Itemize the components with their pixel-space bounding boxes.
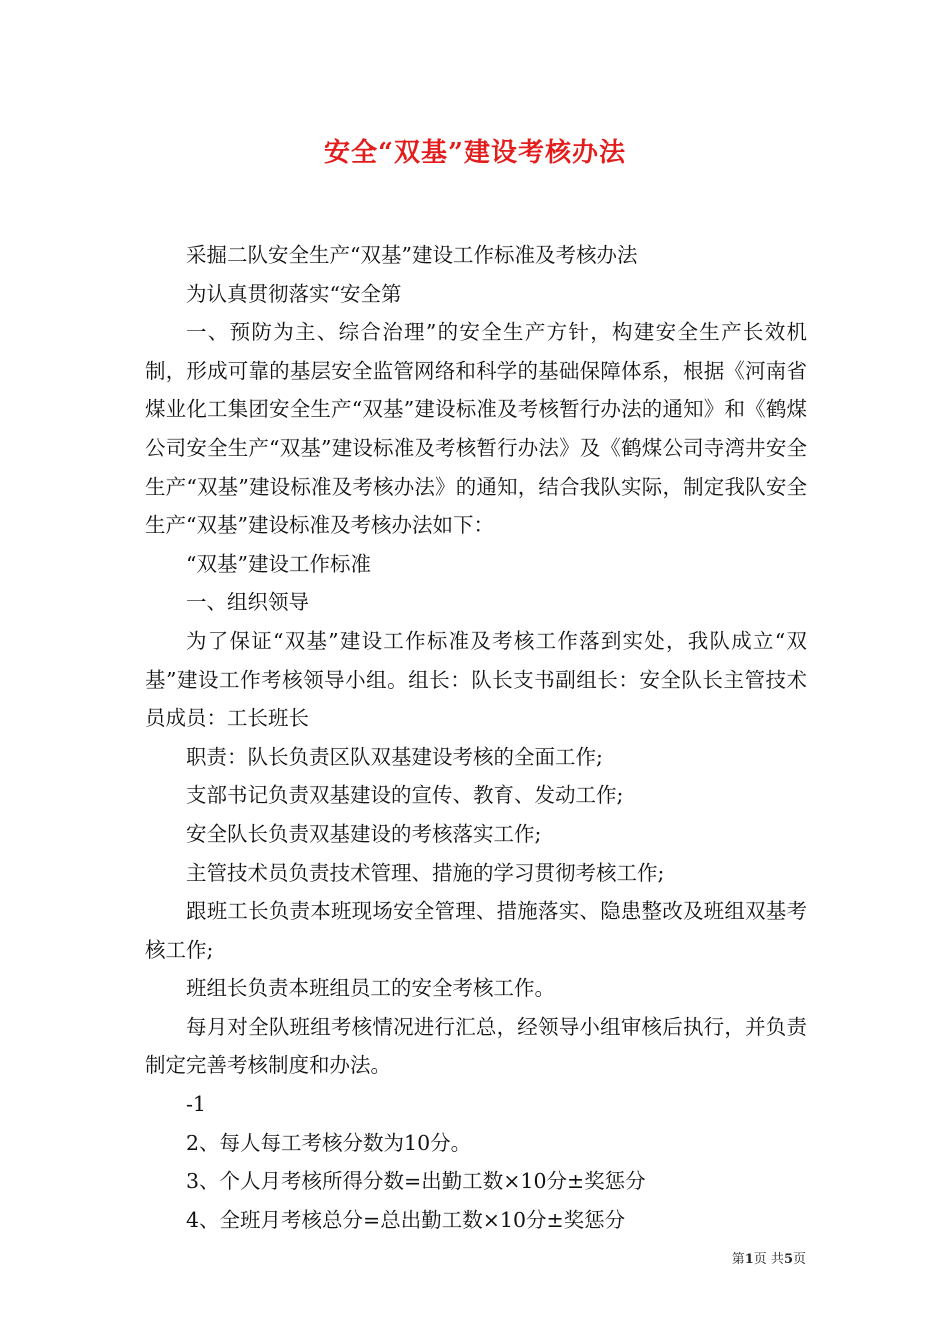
footer-middle: 页 共: [753, 1252, 784, 1267]
paragraph: 4、全班月考核总分=总出勤工数×10分±奖惩分: [186, 1207, 626, 1232]
paragraph: 为了保证“双基”建设工作标准及考核工作落到实处，我队成立“双基”建设工作考核领导小组。组长：队长支书副组长：安全队长主管技术员成员：工长班长: [145, 628, 807, 731]
paragraph: 3、个人月考核所得分数=出勤工数×10分±奖惩分: [186, 1169, 646, 1194]
footer-total-pages: 5: [783, 1252, 793, 1267]
paragraph-heading: 采掘二队安全生产“双基”建设工作标准及考核办法: [186, 243, 638, 267]
footer-prefix: 第: [731, 1252, 745, 1267]
paragraph: 主管技术员负责技术管理、措施的学习贯彻考核工作;: [186, 860, 665, 885]
paragraph: 支部书记负责双基建设的宣传、教育、发动工作;: [186, 783, 624, 808]
paragraph: 每月对全队班组考核情况进行汇总，经领导小组审核后执行，并负责制定完善考核制度和办法。: [145, 1014, 807, 1078]
paragraph: -1: [186, 1092, 206, 1117]
paragraph: 一、预防为主、综合治理”的安全生产方针，构建安全生产长效机制，形成可靠的基层安全监管网络和科学的基础保障体系，根据《河南省煤业化工集团安全生产“双基”建设标准及考核暂行办法的通知》和《鹤煤公司安全生产“双基”建设标准及考核暂行办法》及《鹤煤公司寺湾井安全生产“双基”建设标准及考核办法》的通知，结合我队实际，制定我队安全生产“双基”建设标准及考核办法如下：: [145, 320, 807, 538]
paragraph: 职责：队长负责区队双基建设考核的全面工作;: [186, 744, 603, 769]
paragraph: 跟班工长负责本班现场安全管理、措施落实、隐患整改及班组双基考核工作;: [145, 899, 807, 962]
document-body: [145, 236, 807, 1239]
page-title: 安全“双基”建设考核办法: [324, 138, 626, 168]
footer-suffix: 页: [792, 1252, 806, 1267]
footer-page-number: 1: [744, 1252, 754, 1267]
paragraph-section-title: “双基”建设工作标准: [186, 551, 371, 576]
paragraph: 为认真贯彻落实“安全第: [186, 281, 402, 306]
paragraph: 安全队长负责双基建设的考核落实工作;: [186, 821, 542, 846]
paragraph: 班组长负责本班组员工的安全考核工作。: [186, 976, 555, 1001]
paragraph: 2、每人每工考核分数为10分。: [186, 1130, 472, 1155]
page-footer: [706, 1248, 806, 1267]
paragraph-subsection-title: 一、组织领导: [186, 590, 309, 615]
